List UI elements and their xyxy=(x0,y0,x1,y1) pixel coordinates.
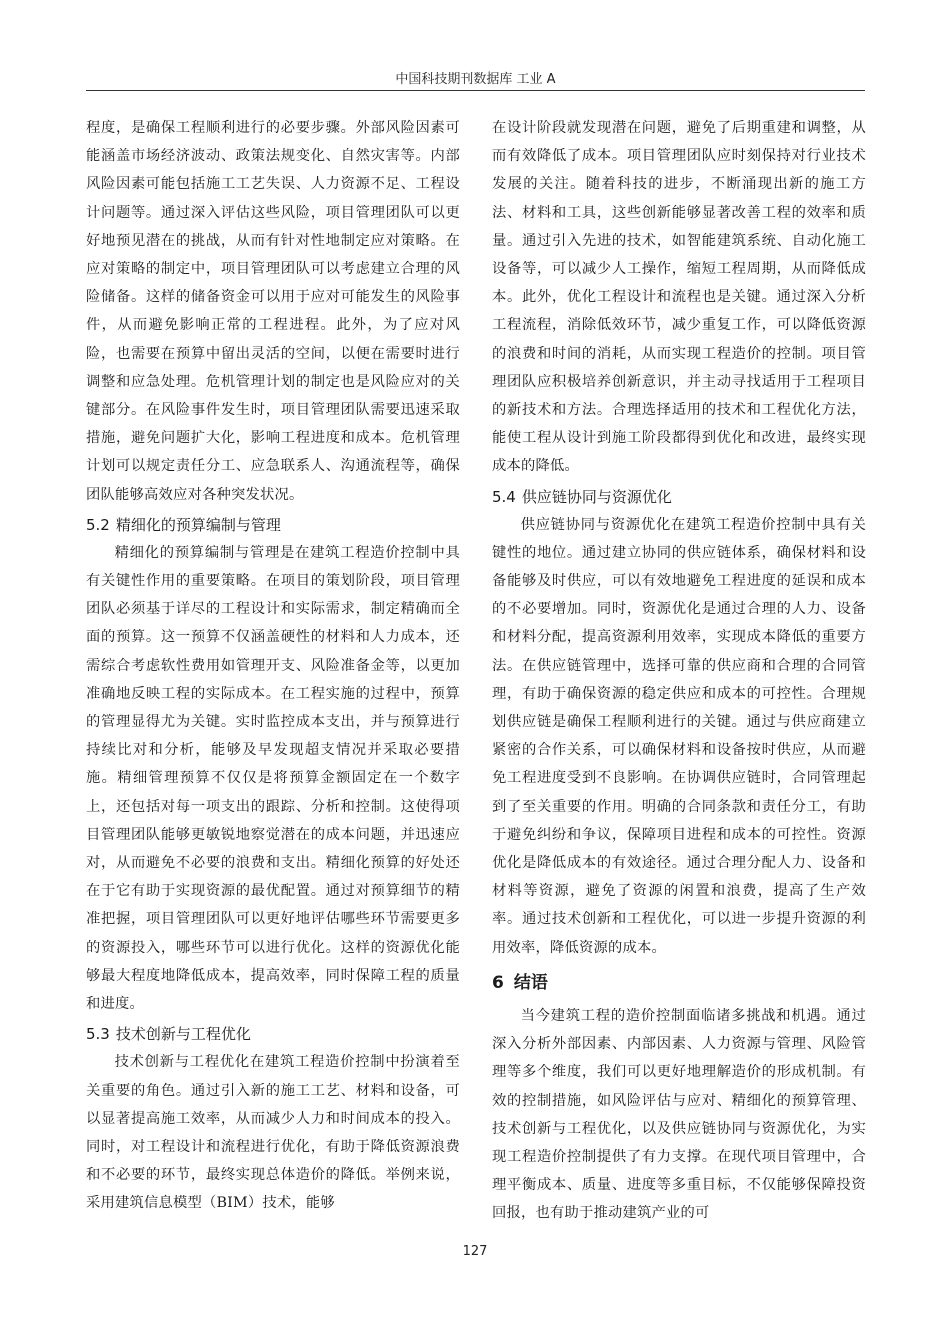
left-column xyxy=(86,114,460,1218)
section-5-2-heading xyxy=(86,509,460,539)
section-title: 结语 xyxy=(513,972,548,993)
journal-header: 中国科技期刊数据库 工业 A xyxy=(395,72,556,87)
section-6-heading xyxy=(492,962,866,1002)
page-number: 127 xyxy=(462,1244,488,1259)
section-5-3-paragraph: 技术创新与工程优化在建筑工程造价控制中扮演着至关重要的角色。通过引入新的施工工艺、材料和设备，可以显著提高施工效率，从而减少人力和时间成本的投入。同时，对工程设计和流程进行优化，有助于降低资源浪费和不必要的环节，最终实现总体造价的降低。举例来说，采用建筑信息模型（BIM）技术，能够 xyxy=(86,1054,460,1212)
section-5-2-paragraph: 精细化的预算编制与管理是在建筑工程造价控制中具有关键性作用的重要策略。在项目的策划阶段，项目管理团队必须基于详尽的工程设计和实际需求，制定精确而全面的预算。这一预算不仅涵盖硬性的材料和人力成本，还需综合考虑软性费用如管理开支、风险准备金等，以更加准确地反映工程的实际成本。在工程实施的过程中，预算的管理显得尤为关键。实时监控成本支出，并与预算进行持续比对和分析，能够及早发现超支情况并采取必要措施。精细管理预算不仅仅是将预算金额固定在一个数字上，还包括对每一项支出的跟踪、分析和控制。这使得项目管理团队能够更敏锐地察觉潜在的成本问题，并迅速应对，从而避免不必要的浪费和支出。精细化预算的好处还在于它有助于实现资源的最优配置。通过对预算细节的精准把握，项目管理团队可以更好地评估哪些环节需要更多的资源投入，哪些环节可以进行优化。这样的资源优化能够最大程度地降低成本，提高效率，同时保障工程的质量和进度。 xyxy=(86,544,460,1013)
header-divider xyxy=(86,90,865,91)
continued-paragraph: 在设计阶段就发现潜在问题，避免了后期重建和调整，从而有效降低了成本。项目管理团队应时刻保持对行业技术发展的关注。随着科技的进步，不断涌现出新的施工方法、材料和工具，这些创新能够显著改善工程的效率和质量。通过引入先进的技术，如智能建筑系统、自动化施工设备等，可以减少人工操作，缩短工程周期，从而降低成本。此外，优化工程设计和流程也是关键。通过深入分析工程流程，消除低效环节，减少重复工作，可以降低资源的浪费和时间的消耗，从而实现工程造价的控制。项目管理团队应积极培养创新意识，并主动寻找适用于工程项目的新技术和方法。合理选择适用的技术和工程优化方法，能使工程从设计到施工阶段都得到优化和改进，最终实现成本的降低。 xyxy=(492,120,866,475)
section-number: 6 xyxy=(492,972,504,993)
section-title: 精细化的预算编制与管理 xyxy=(115,515,281,534)
section-title: 供应链协同与资源优化 xyxy=(521,487,672,506)
section-5-3-heading xyxy=(86,1018,460,1048)
section-title: 技术创新与工程优化 xyxy=(115,1025,251,1044)
section-5-4-paragraph: 供应链协同与资源优化在建筑工程造价控制中具有关键性的地位。通过建立协同的供应链体系，确保材料和设备能够及时供应，可以有效地避免工程进度的延误和成本的不必要增加。同时，资源优化是通过合理的人力、设备和材料分配，提高资源利用效率，实现成本降低的重要方法。在供应链管理中，选择可靠的供应商和合理的合同管理，有助于确保资源的稳定供应和成本的可控性。合理规划供应链是确保工程顺利进行的关键。通过与供应商建立紧密的合作关系，可以确保材料和设备按时供应，从而避免工程进度受到不良影响。在协调供应链时，合同管理起到了至关重要的作用。明确的合同条款和责任分工，有助于避免纠纷和争议，保障项目进程和成本的可控性。资源优化是降低成本的有效途径。通过合理分配人力、设备和材料等资源，避免了资源的闲置和浪费，提高了生产效率。通过技术创新和工程优化，可以进一步提升资源的利用效率，降低资源的成本。 xyxy=(492,516,866,956)
section-number: 5.2 xyxy=(86,515,110,534)
section-number: 5.4 xyxy=(492,487,516,506)
section-5-4-heading xyxy=(492,481,866,511)
section-number: 5.3 xyxy=(86,1025,110,1044)
conclusion-paragraph: 当今建筑工程的造价控制面临诸多挑战和机遇。通过深入分析外部因素、内部因素、人力资源与管理、风险管理等多个维度，我们可以更好地理解造价的形成机制。有效的控制措施，如风险评估与应对、精细化的预算管理、技术创新与工程优化，以及供应链协同与资源优化，为实现工程造价控制提供了有力支撑。在现代项目管理中，合理平衡成本、质量、进度等多重目标，不仅能够保障投资回报，也有助于推动建筑产业的可 xyxy=(492,1007,866,1222)
right-column xyxy=(492,114,866,1228)
intro-paragraph: 程度，是确保工程顺利进行的必要步骤。外部风险因素可能涵盖市场经济波动、政策法规变化、自然灾害等。内部风险因素可能包括施工工艺失误、人力资源不足、工程设计问题等。通过深入评估这些风险，项目管理团队可以更好地预见潜在的挑战，从而有针对性地制定应对策略。在应对策略的制定中，项目管理团队可以考虑建立合理的风险储备。这样的储备资金可以用于应对可能发生的风险事件，从而避免影响正常的工程进程。此外，为了应对风险，也需要在预算中留出灵活的空间，以便在需要时进行调整和应急处理。危机管理计划的制定也是风险应对的关键部分。在风险事件发生时，项目管理团队需要迅速采取措施，避免问题扩大化，影响工程进度和成本。危机管理计划可以规定责任分工、应急联系人、沟通流程等，确保团队能够高效应对各种突发状况。 xyxy=(86,120,460,503)
